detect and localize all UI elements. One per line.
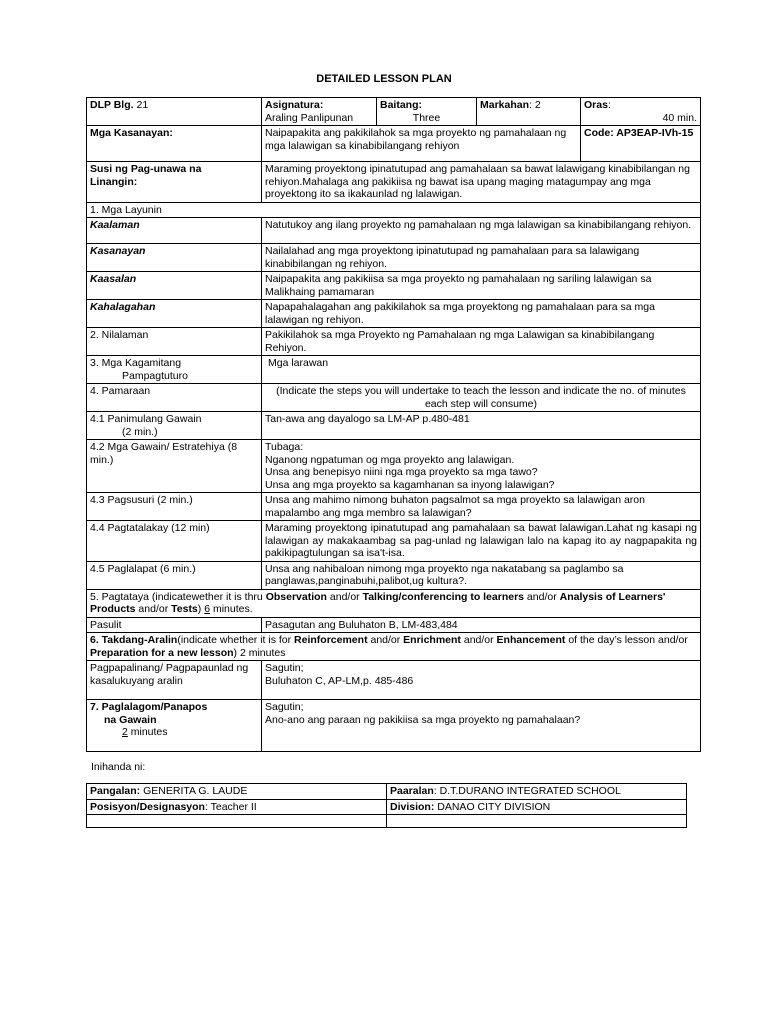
step-label: 4.1 Panimulang Gawain (2 min.)	[87, 412, 262, 440]
objective-row	[87, 272, 701, 300]
step-label: 4.5 Paglalapat (6 min.)	[87, 561, 262, 589]
position-cell: Posisyon/Designasyon: Teacher II	[87, 799, 387, 815]
objective-label: Kaasalan	[87, 272, 262, 300]
quiz-text: Pasagutan ang Buluhaton B, LM-483,484	[262, 617, 701, 633]
assignment-text: 6. Takdang-Aralin(indicate whether it is for Reinforcement and/or Enrichment and/or Enhancement of the day’s lesson and/or Preparation for a new lesson) 2 minutes	[87, 633, 701, 661]
empty-cell	[87, 815, 387, 828]
skills-text: Naipapakita ang pakikilahok sa mga proyekto ng pamahalaan ng mga lalawigan sa kinabibilangang rehiyon	[262, 126, 581, 162]
content-label: 2. Nilalaman	[87, 328, 262, 356]
materials-text: Mga larawan	[262, 356, 701, 384]
prepared-by-label: Inihanda ni:	[91, 761, 146, 773]
objective-row	[87, 244, 701, 272]
time-cell: Oras: 40 min.	[581, 98, 701, 126]
school-cell: Paaralan: D.T.DURANO INTEGRATED SCHOOL	[387, 784, 687, 800]
step-label: 4.3 Pagsusuri (2 min.)	[87, 493, 262, 521]
materials-row	[87, 356, 701, 384]
skills-row	[87, 126, 701, 162]
signature-row	[87, 815, 687, 828]
enrichment-label: Pagpapalinang/ Pagpapaunlad ng kasalukuyang aralin	[87, 661, 262, 700]
step-text: Unsa ang nahibaloan nimong mga proyekto nga nakatabang sa paglambo sa panglawas,panginabuhi,palibot,ug kultura?.	[262, 561, 701, 589]
procedure-row	[87, 384, 701, 412]
objectives-label: 1. Mga Layunin	[87, 202, 701, 218]
header-row	[87, 98, 701, 126]
step-row	[87, 521, 701, 562]
objective-row	[87, 218, 701, 244]
objective-label: Kahalagahan	[87, 300, 262, 328]
closing-row	[87, 700, 701, 752]
name-cell: Pangalan: GENERITA G. LAUDE	[87, 784, 387, 800]
procedure-text: (Indicate the steps you will undertake to teach the lesson and indicate the no. of minutes each step will consume)	[262, 384, 701, 412]
key-text: Maraming proyektong ipinatutupad ang pamahalaan sa bawat lalawigang kinabibilangan ng rehiyon.Mahalaga ang pakikiisa ng bawat isa upang maging matagumpay ang mga proyektong ito sa ikakaunlad ng lalawigan.	[262, 162, 701, 203]
quiz-label: Pasulit	[87, 617, 262, 633]
objective-text: Nailalahad ang mga proyektong ipinatutupad ng pamahalaan para sa lalawigang kinabibilangan ng rehiyon.	[262, 244, 701, 272]
step-label: 4.4 Pagtatalakay (12 min)	[87, 521, 262, 562]
grade-cell: Baitang: Three	[377, 98, 477, 126]
objective-text: Naipapakita ang pakikiisa sa mga proyekto ng pamahalaan ng sariling lalawigan sa Malikhaing pamamaran	[262, 272, 701, 300]
objective-text: Napapahalagahan ang pakikilahok sa mga proyektong ng pamahalaan para sa mga lalawigan ng rehiyon.	[262, 300, 701, 328]
assignment-row	[87, 633, 701, 661]
step-text: Unsa ang mahimo nimong buhaton pagsalmot sa mga proyekto sa lalawigan aron mapalambo ang mga membro sa lalawigan?	[262, 493, 701, 521]
key-row	[87, 162, 701, 203]
objectives-header	[87, 202, 701, 218]
skills-code: Code: AP3EAP-IVh-15	[581, 126, 701, 162]
signature-row	[87, 799, 687, 815]
step-row	[87, 412, 701, 440]
subject-cell: Asignatura: Araling Panlipunan	[262, 98, 377, 126]
assessment-text: 5. Pagtataya (indicatewether it is thru Observation and/or Talking/conferencing to learners and/or Analysis of Learners' Products and/or Tests) 6 minutes.	[87, 589, 701, 617]
enrichment-text: Sagutin; Buluhaton C, AP-LM,p. 485-486	[262, 661, 701, 700]
procedure-label: 4. Pamaraan	[87, 384, 262, 412]
content-row	[87, 328, 701, 356]
materials-label: 3. Mga Kagamitang Pampagtuturo	[87, 356, 262, 384]
step-row	[87, 440, 701, 493]
step-label: 4.2 Mga Gawain/ Estratehiya (8 min.)	[87, 440, 262, 493]
enrichment-row	[87, 661, 701, 700]
skills-label: Mga Kasanayan:	[87, 126, 262, 162]
quarter-cell: Markahan: 2	[477, 98, 581, 126]
objective-label: Kaalaman	[87, 218, 262, 244]
closing-label: 7. Paglalagom/Panapos na Gawain 2 minutes	[87, 700, 262, 752]
empty-cell	[387, 815, 687, 828]
key-label: Susi ng Pag-unawa na Linangin:	[87, 162, 262, 203]
signature-row	[87, 784, 687, 800]
dlp-cell: DLP Blg. 21	[87, 98, 262, 126]
objective-label: Kasanayan	[87, 244, 262, 272]
assessment-row	[87, 589, 701, 617]
quiz-row	[87, 617, 701, 633]
closing-text: Sagutin; Ano-ano ang paraan ng pakikiisa sa mga proyekto ng pamahalaan?	[262, 700, 701, 752]
signature-table	[86, 783, 687, 828]
step-row	[87, 561, 701, 589]
division-cell: Division: DANAO CITY DIVISION	[387, 799, 687, 815]
step-text: Maraming proyektong ipinatutupad ang pamahalaan sa bawat lalawigan.Lahat ng kasapi ng lalawigan ay makakaambag sa pag-unlad ng lalawigan lalo na kapag ito ay nagpapakita ng pakikipagtulungan sa isa't-isa.	[262, 521, 701, 562]
step-row	[87, 493, 701, 521]
lesson-plan-table	[86, 97, 701, 752]
objective-text: Natutukoy ang ilang proyekto ng pamahalaan ng mga lalawigan sa kinabibilangang rehiyon.	[262, 218, 701, 244]
objective-row	[87, 300, 701, 328]
content-text: Pakikilahok sa mga Proyekto ng Pamahalaan ng mga Lalawigan sa kinabibilangang Rehiyon.	[262, 328, 701, 356]
step-text: Tubaga: Nganong ngpatuman og mga proyekto ang lalawigan. Unsa ang benepisyo niini nga mga proyekto sa mga tawo? Unsa ang mga proyekto sa kagamhanan sa inyong lalawigan?	[262, 440, 701, 493]
document-title: DETAILED LESSON PLAN	[316, 73, 452, 85]
step-text: Tan-awa ang dayalogo sa LM-AP p.480-481	[262, 412, 701, 440]
